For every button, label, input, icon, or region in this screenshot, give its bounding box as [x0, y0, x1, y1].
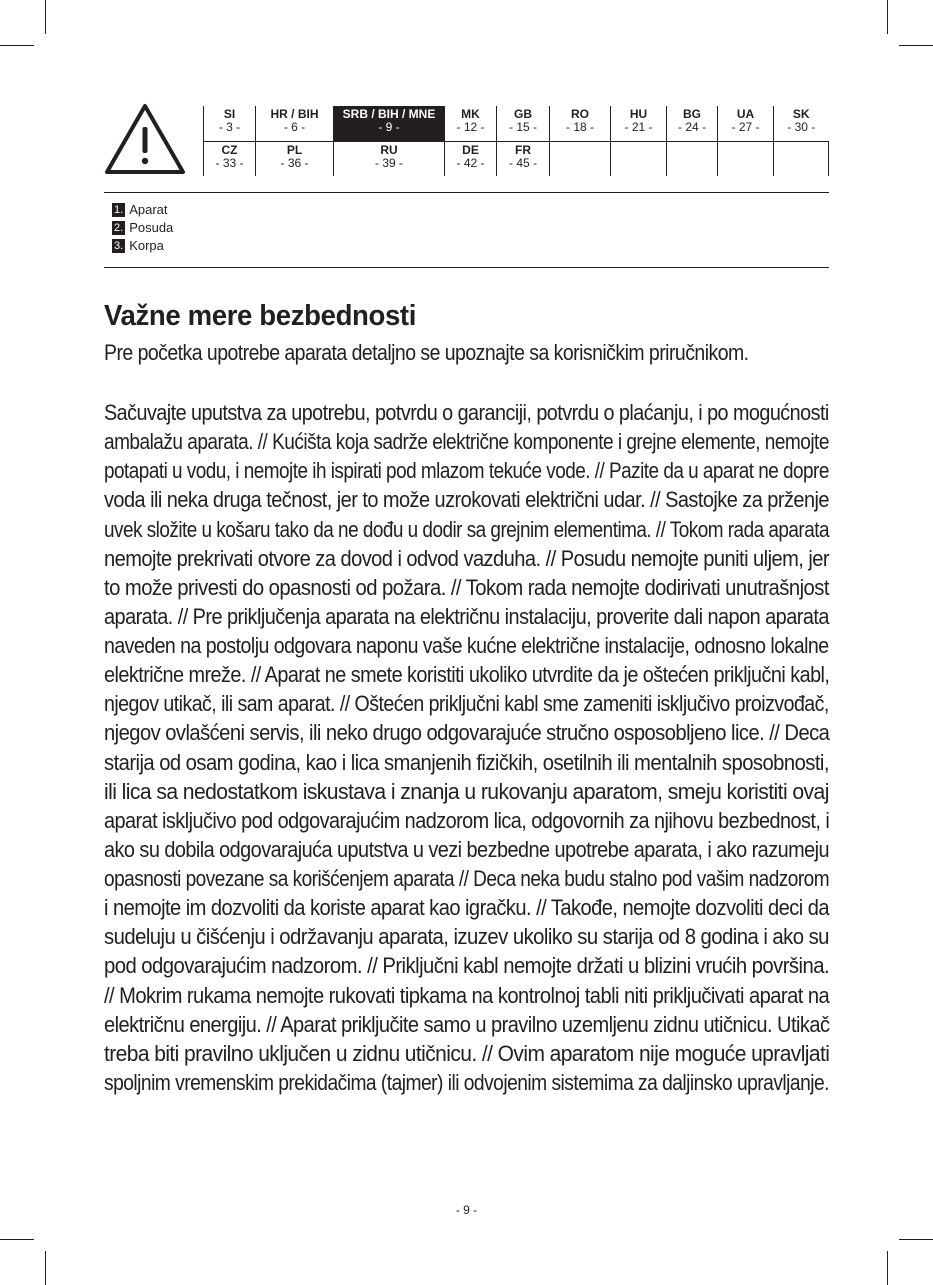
text-line: naveden na postolju odgovara naponu vaše kućne električne instalacije, odnosno lokalne [104, 633, 829, 658]
language-cell-empty [774, 141, 829, 176]
text-line: potapati u vodu, i nemojte ih ispirati pod mlazom tekuće vode. // Pazite da u aparat ne dopre [104, 458, 829, 484]
language-row [204, 106, 829, 141]
language-cell[interactable]: HU - 21 - [611, 106, 667, 141]
text-line: pod odgovarajućim nadzorom. // Priključni kabl nemojte držati u blizini vrućih površina. [104, 953, 830, 979]
language-cell[interactable]: HR / BIH - 6 - [256, 106, 334, 141]
language-cell[interactable]: SK - 30 - [774, 106, 829, 141]
text-line: njegov ovlašćeni servis, ili neko drugo odgovarajuće stručno osposobljeno lice. // Deca [104, 720, 830, 746]
part-number: 3. [114, 240, 124, 252]
text-line: električnu energiju. // Aparat priključite samo u pravilno uzemljenu zidnu utičnicu. Utikač [104, 1011, 830, 1037]
language-cell[interactable]: RO - 18 - [550, 106, 611, 141]
text-line: električne mreže. // Aparat ne smete koristiti ukoliko utvrdite da je oštećen priključni kabl, [104, 662, 830, 688]
crop-mark [0, 45, 34, 46]
text-line: spoljnim vremenskim prekidačima (tajmer) ili odvojenim sistemima za daljinsko upravljanje. [104, 1069, 829, 1095]
divider [104, 267, 829, 268]
intro-text: Pre početka upotrebe aparata detaljno se upoznajte sa korisničkim priručnikom. [104, 340, 749, 365]
page-title: Važne mere bezbednosti [104, 300, 417, 332]
text-line: aparat isključivo pod odgovarajućim nadzorom lica, odgovornih za njihovu bezbednost, i [104, 807, 830, 833]
part-label: Korpa [129, 238, 164, 253]
text-line: voda ili neka druga tečnost, jer to može uzrokovati električni udar. // Sastojke za prženje [104, 487, 829, 513]
text-line: uvek složite u košaru tako da ne dođu u dodir sa grejnim elementima. // Tokom rada aparata [104, 516, 829, 542]
crop-mark [45, 1251, 46, 1285]
part-number: 1. [114, 204, 124, 216]
language-cell[interactable]: DE - 42 - [445, 141, 497, 176]
language-cell[interactable]: RU - 39 - [334, 141, 445, 176]
language-cell-active[interactable]: SRB / BIH / MNE - 9 - [334, 106, 445, 141]
language-cell-empty [667, 141, 718, 176]
language-cell[interactable]: GB - 15 - [497, 106, 550, 141]
language-cell-empty [718, 141, 774, 176]
list-item [112, 237, 173, 255]
crop-mark [899, 1239, 933, 1240]
language-cell[interactable]: FR - 45 - [497, 141, 550, 176]
text-line: sudeluju u čišćenju i održavanju aparata, izuzev ukoliko su starija od 8 godina i ako su [104, 924, 829, 950]
warning-icon [104, 103, 186, 175]
crop-mark [45, 0, 46, 34]
language-cell-empty [550, 141, 611, 176]
crop-mark [899, 45, 933, 46]
language-cell[interactable]: CZ - 33 - [204, 141, 256, 176]
text-line: ako su dobila odgovarajuća uputstva u vezi bezbedne upotrebe aparata, i ako razumeju [104, 836, 830, 862]
divider [104, 192, 829, 193]
text-line: njegov utikač, ili sam aparat. // Oštećen priključni kabl sme zameniti isključivo proizvođač, [104, 691, 829, 717]
crop-mark [887, 1251, 888, 1285]
text-line: starija od osam godina, kao i lica smanjenih fizičkih, osetilnih ili mentalnih sposobnosti, [104, 749, 829, 775]
language-cell[interactable]: MK - 12 - [445, 106, 497, 141]
text-line: ili lica sa nedostatkom iskustava i znanja u rukovanju aparatom, smeju koristiti ovaj [104, 778, 829, 804]
language-index-table [203, 106, 829, 176]
parts-list [112, 201, 173, 255]
list-item [112, 201, 173, 219]
list-item [112, 219, 173, 237]
language-cell-empty [611, 141, 667, 176]
text-line: i nemojte im dozvoliti da koriste aparat kao igračku. // Takođe, nemojte dozvoliti deci da [104, 895, 830, 921]
page-number: - 9 - [455, 1203, 478, 1217]
text-line: aparata. // Pre priključenja aparata na električnu instalaciju, proverite dali napon aparata [104, 603, 829, 629]
text-line: ambalažu aparata. // Kućišta koja sadrže električne komponente i grejne elemente, nemojte [104, 429, 829, 455]
language-cell[interactable]: PL - 36 - [256, 141, 334, 176]
text-line: Sačuvajte uputstva za upotrebu, potvrdu o garanciji, potvrdu o plaćanju, i po mogućnosti [104, 400, 829, 425]
text-line: opasnosti povezane sa korišćenjem aparata // Deca neka budu stalno pod vašim nadzorom [104, 866, 830, 891]
language-cell[interactable]: SI - 3 - [204, 106, 256, 141]
language-cell[interactable]: BG - 24 - [667, 106, 718, 141]
safety-text [104, 398, 829, 1097]
text-line: // Mokrim rukama nemojte rukovati tipkama na kontrolnoj tabli niti priključivati aparat na [104, 982, 830, 1008]
part-label: Aparat [129, 202, 168, 217]
part-number: 2. [114, 222, 124, 234]
crop-mark [0, 1239, 34, 1240]
text-line: to može privesti do opasnosti od požara. // Tokom rada nemojte dodirivati unutrašnjost [104, 574, 829, 600]
text-line: treba biti pravilno uključen u zidnu utičnicu. // Ovim aparatom nije moguće upravljati [104, 1040, 830, 1066]
part-label: Posuda [129, 220, 174, 235]
text-line: nemojte prekrivati otvore za dovod i odvod vazduha. // Posudu nemojte puniti uljem, jer [104, 545, 830, 571]
language-cell[interactable]: UA - 27 - [718, 106, 774, 141]
language-row [204, 141, 829, 176]
crop-mark [887, 0, 888, 34]
